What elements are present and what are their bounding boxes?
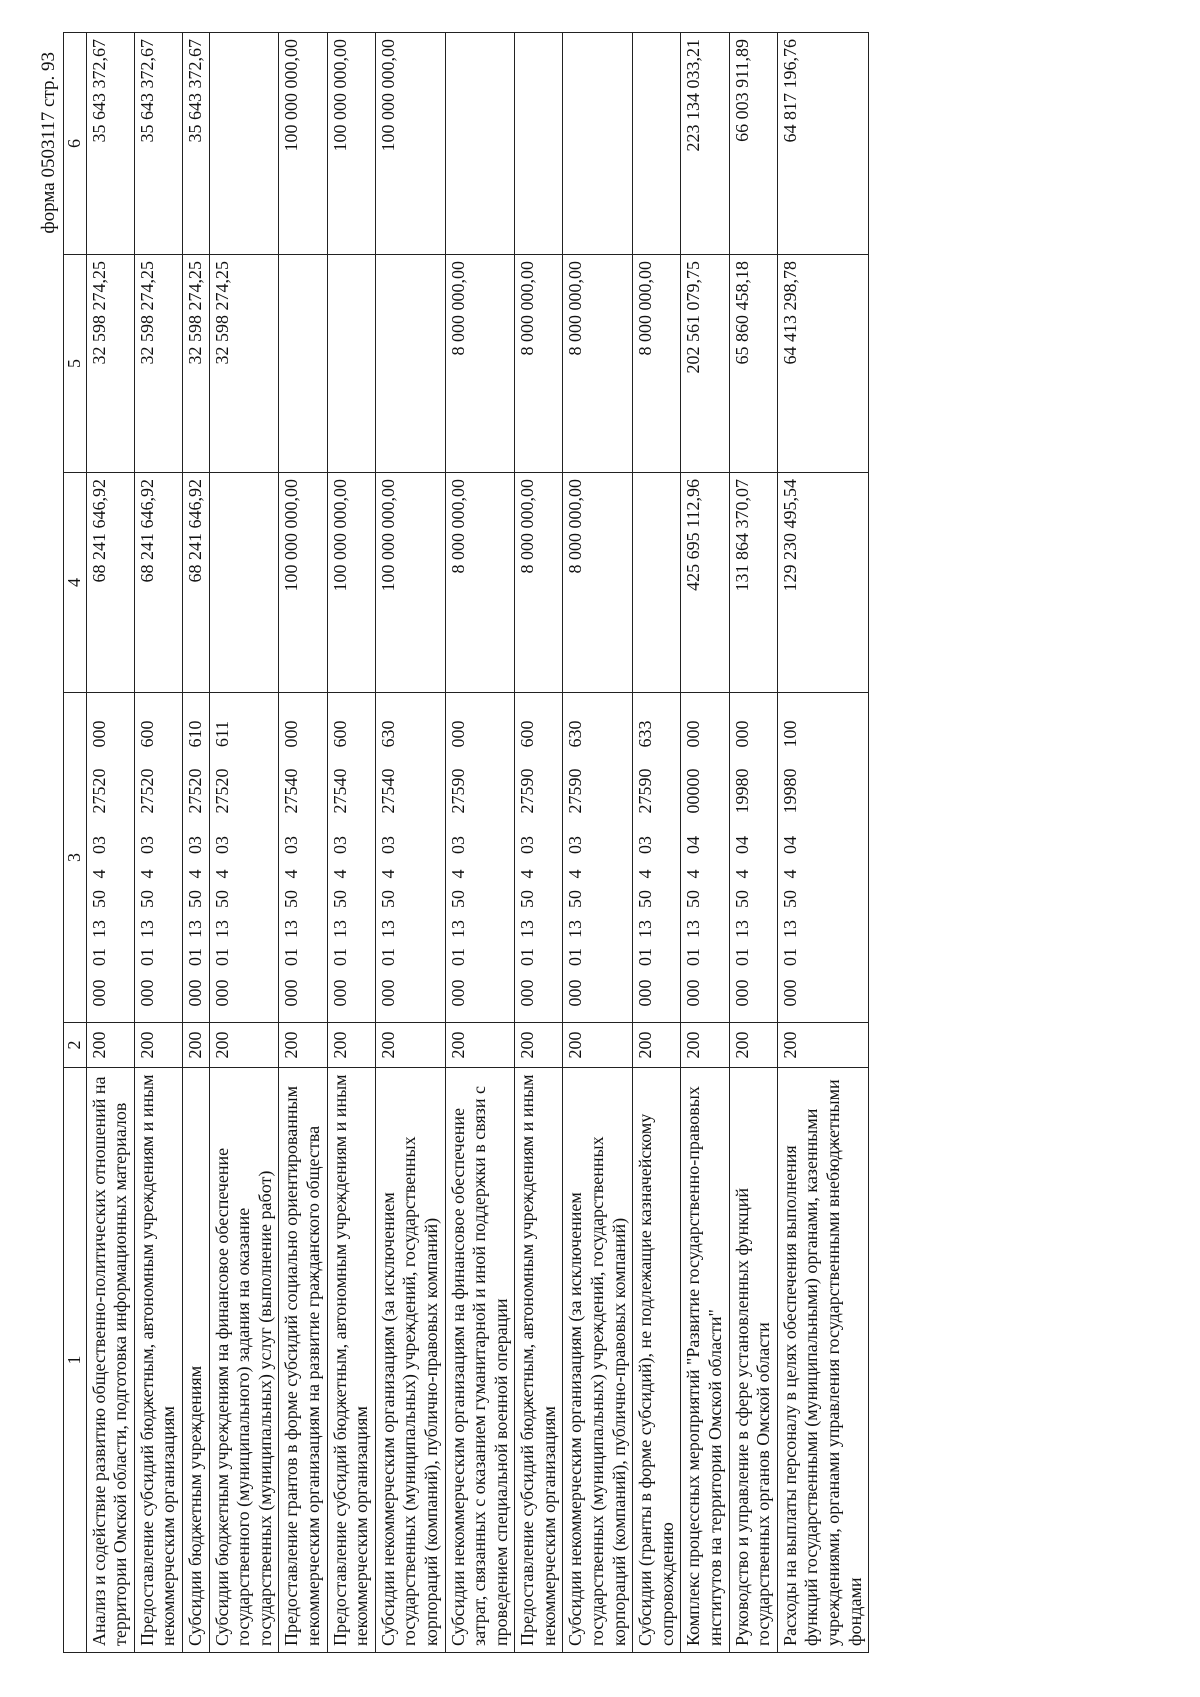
row-unexecuted-amount: 100 000 000,00	[375, 33, 445, 255]
row-line-code: 200	[134, 1023, 182, 1068]
code-segment: 13	[779, 920, 800, 938]
code-segment: 01	[683, 948, 704, 966]
code-segment: 000	[683, 979, 704, 1007]
row-unexecuted-amount: 100 000 000,00	[279, 33, 327, 255]
code-segment: 13	[329, 920, 350, 938]
code-segment: 04	[731, 836, 752, 854]
row-unexecuted-amount: 35 643 372,67	[182, 33, 209, 255]
row-budget-code	[681, 693, 729, 1023]
row-name: Анализ и содействие развитию общественно-политических отношений на территории Омской области, подготовка информационных материалов	[86, 1068, 134, 1653]
code-segment: 4	[281, 869, 302, 879]
row-budget-code	[515, 693, 563, 1023]
code-segment: 4	[211, 869, 232, 879]
code-segment: 000	[565, 979, 586, 1007]
code-segment: 27590	[517, 768, 538, 814]
row-line-code: 200	[729, 1023, 777, 1068]
table-row	[729, 33, 777, 1653]
code-segment: 50	[447, 890, 468, 908]
code-segment: 03	[184, 836, 205, 854]
row-name: Субсидии бюджетным учреждениям	[182, 1068, 209, 1653]
row-budget-code	[633, 693, 681, 1023]
row-budget-code	[279, 693, 327, 1023]
row-budget-code	[209, 693, 279, 1023]
expenditure-table	[63, 32, 869, 1653]
table-row	[86, 33, 134, 1653]
row-unexecuted-amount	[515, 33, 563, 255]
code-segment: 13	[377, 920, 398, 938]
row-executed-amount: 32 598 274,25	[86, 255, 134, 473]
row-executed-amount: 32 598 274,25	[134, 255, 182, 473]
code-segment: 13	[211, 920, 232, 938]
code-segment: 000	[136, 979, 157, 1007]
code-segment: 13	[517, 920, 538, 938]
code-segment: 03	[281, 836, 302, 854]
code-segment: 13	[635, 920, 656, 938]
row-executed-amount: 8 000 000,00	[445, 255, 515, 473]
code-segment: 01	[211, 948, 232, 966]
code-segment: 50	[731, 890, 752, 908]
row-executed-amount: 202 561 079,75	[681, 255, 729, 473]
row-name: Субсидии бюджетным учреждениям на финансовое обеспечение государственного (муниципального) задания на оказание государственных (муниципальных) услуг (выполнение работ)	[209, 1068, 279, 1653]
row-unexecuted-amount: 35 643 372,67	[86, 33, 134, 255]
row-approved-amount: 129 230 495,54	[777, 473, 868, 693]
code-segment: 4	[517, 869, 538, 879]
code-segment: 50	[136, 890, 157, 908]
code-segment: 03	[211, 836, 232, 854]
row-executed-amount	[375, 255, 445, 473]
code-segment: 000	[447, 979, 468, 1007]
code-segment: 04	[779, 836, 800, 854]
code-segment: 01	[517, 948, 538, 966]
row-unexecuted-amount: 64 817 196,76	[777, 33, 868, 255]
code-segment: 4	[779, 869, 800, 879]
table-row	[633, 33, 681, 1653]
code-segment: 000	[731, 979, 752, 1007]
row-approved-amount: 100 000 000,00	[279, 473, 327, 693]
row-executed-amount: 65 860 458,18	[729, 255, 777, 473]
table-row	[279, 33, 327, 1653]
row-budget-code	[563, 693, 633, 1023]
row-budget-code	[729, 693, 777, 1023]
row-line-code: 200	[777, 1023, 868, 1068]
code-segment: 01	[88, 948, 109, 966]
code-segment: 27520	[184, 768, 205, 814]
row-name: Предоставление субсидий бюджетным, автономным учреждениям и иным некоммерческим организациям	[134, 1068, 182, 1653]
row-budget-code	[445, 693, 515, 1023]
code-segment: 27540	[377, 768, 398, 814]
code-segment: 4	[377, 869, 398, 879]
code-segment: 03	[377, 836, 398, 854]
table-row	[515, 33, 563, 1653]
code-segment: 600	[136, 720, 157, 748]
code-segment: 000	[377, 979, 398, 1007]
row-approved-amount: 68 241 646,92	[134, 473, 182, 693]
row-unexecuted-amount: 35 643 372,67	[134, 33, 182, 255]
table-row	[134, 33, 182, 1653]
code-segment: 50	[683, 890, 704, 908]
column-header: 6	[64, 33, 87, 255]
code-segment: 100	[779, 720, 800, 748]
row-budget-code	[777, 693, 868, 1023]
row-approved-amount: 8 000 000,00	[515, 473, 563, 693]
table-row	[681, 33, 729, 1653]
code-segment: 27590	[565, 768, 586, 814]
code-segment: 50	[184, 890, 205, 908]
row-unexecuted-amount	[633, 33, 681, 255]
row-approved-amount	[209, 473, 279, 693]
code-segment: 000	[281, 720, 302, 748]
code-segment: 00000	[683, 768, 704, 814]
code-segment: 4	[731, 869, 752, 879]
code-segment: 50	[211, 890, 232, 908]
row-line-code: 200	[633, 1023, 681, 1068]
row-approved-amount: 131 864 370,07	[729, 473, 777, 693]
row-unexecuted-amount: 66 003 911,89	[729, 33, 777, 255]
table-row	[777, 33, 868, 1653]
row-executed-amount	[279, 255, 327, 473]
table-row	[182, 33, 209, 1653]
row-line-code: 200	[209, 1023, 279, 1068]
row-approved-amount	[633, 473, 681, 693]
code-segment: 01	[329, 948, 350, 966]
row-executed-amount: 32 598 274,25	[209, 255, 279, 473]
row-executed-amount: 8 000 000,00	[633, 255, 681, 473]
code-segment: 50	[565, 890, 586, 908]
code-segment: 4	[683, 869, 704, 879]
column-header: 1	[64, 1068, 87, 1653]
code-segment: 50	[517, 890, 538, 908]
column-header: 5	[64, 255, 87, 473]
row-unexecuted-amount: 100 000 000,00	[327, 33, 375, 255]
code-segment: 000	[779, 979, 800, 1007]
row-name: Комплекс процессных мероприятий "Развитие государственно-правовых институтов на территории Омской области"	[681, 1068, 729, 1653]
row-approved-amount: 8 000 000,00	[445, 473, 515, 693]
code-segment: 27520	[136, 768, 157, 814]
row-approved-amount: 68 241 646,92	[86, 473, 134, 693]
code-segment: 000	[517, 979, 538, 1007]
row-name: Предоставление субсидий бюджетным, автономным учреждениям и иным некоммерческим организациям	[327, 1068, 375, 1653]
code-segment: 600	[517, 720, 538, 748]
code-segment: 13	[281, 920, 302, 938]
row-line-code: 200	[563, 1023, 633, 1068]
code-segment: 000	[184, 979, 205, 1007]
row-line-code: 200	[86, 1023, 134, 1068]
code-segment: 4	[184, 869, 205, 879]
code-segment: 50	[377, 890, 398, 908]
row-name: Расходы на выплаты персоналу в целях обеспечения выполнения функций государственными (муниципальными) органами, казенными учреждениями, органами управления государственными внебюджетными фондами	[777, 1068, 868, 1653]
code-segment: 630	[377, 720, 398, 748]
code-segment: 50	[281, 890, 302, 908]
code-segment: 13	[88, 920, 109, 938]
code-segment: 600	[329, 720, 350, 748]
code-segment: 4	[136, 869, 157, 879]
row-budget-code	[86, 693, 134, 1023]
row-line-code: 200	[182, 1023, 209, 1068]
code-segment: 50	[779, 890, 800, 908]
code-segment: 4	[565, 869, 586, 879]
table-row	[445, 33, 515, 1653]
row-budget-code	[134, 693, 182, 1023]
code-segment: 611	[211, 720, 232, 748]
code-segment: 4	[447, 869, 468, 879]
column-number-row	[64, 33, 87, 1653]
code-segment: 13	[136, 920, 157, 938]
row-name: Субсидии (гранты в форме субсидий), не подлежащие казначейскому сопровождению	[633, 1068, 681, 1653]
row-line-code: 200	[681, 1023, 729, 1068]
row-approved-amount: 425 695 112,96	[681, 473, 729, 693]
code-segment: 03	[565, 836, 586, 854]
row-unexecuted-amount: 223 134 033,21	[681, 33, 729, 255]
row-budget-code	[375, 693, 445, 1023]
code-segment: 50	[635, 890, 656, 908]
row-unexecuted-amount	[445, 33, 515, 255]
code-segment: 01	[635, 948, 656, 966]
row-approved-amount: 100 000 000,00	[375, 473, 445, 693]
form-label: форма 0503117 стр. 93	[38, 52, 59, 234]
code-segment: 50	[88, 890, 109, 908]
code-segment: 03	[136, 836, 157, 854]
table-row	[375, 33, 445, 1653]
row-name: Субсидии некоммерческим организациям (за исключением государственных (муниципальных) учреждений, государственных корпораций (компаний), публично-правовых компаний)	[563, 1068, 633, 1653]
row-unexecuted-amount	[209, 33, 279, 255]
code-segment: 13	[731, 920, 752, 938]
code-segment: 27540	[281, 768, 302, 814]
row-budget-code	[327, 693, 375, 1023]
row-unexecuted-amount	[563, 33, 633, 255]
code-segment: 000	[211, 979, 232, 1007]
code-segment: 27590	[635, 768, 656, 814]
row-line-code: 200	[515, 1023, 563, 1068]
code-segment: 27540	[329, 768, 350, 814]
code-segment: 13	[565, 920, 586, 938]
code-segment: 01	[184, 948, 205, 966]
row-executed-amount: 8 000 000,00	[563, 255, 633, 473]
row-executed-amount	[327, 255, 375, 473]
code-segment: 03	[447, 836, 468, 854]
row-line-code: 200	[327, 1023, 375, 1068]
code-segment: 01	[447, 948, 468, 966]
code-segment: 000	[731, 720, 752, 748]
row-line-code: 200	[445, 1023, 515, 1068]
row-name: Руководство и управление в сфере установленных функций государственных органов Омской области	[729, 1068, 777, 1653]
row-executed-amount: 8 000 000,00	[515, 255, 563, 473]
code-segment: 01	[731, 948, 752, 966]
code-segment: 000	[329, 979, 350, 1007]
code-segment: 000	[683, 720, 704, 748]
table-row	[209, 33, 279, 1653]
row-executed-amount: 64 413 298,78	[777, 255, 868, 473]
code-segment: 27590	[447, 768, 468, 814]
code-segment: 19980	[779, 768, 800, 814]
row-name: Предоставление субсидий бюджетным, автономным учреждениям и иным некоммерческим организациям	[515, 1068, 563, 1653]
code-segment: 633	[635, 720, 656, 748]
code-segment: 50	[329, 890, 350, 908]
code-segment: 000	[88, 720, 109, 748]
table-row	[327, 33, 375, 1653]
row-name: Субсидии некоммерческим организациям (за исключением государственных (муниципальных) учреждений, государственных корпораций (компаний), публично-правовых компаний)	[375, 1068, 445, 1653]
row-name: Предоставление грантов в форме субсидий социально ориентированным некоммерческим организациям на развитие гражданского общества	[279, 1068, 327, 1653]
code-segment: 04	[683, 836, 704, 854]
code-segment: 03	[88, 836, 109, 854]
row-budget-code	[182, 693, 209, 1023]
row-approved-amount: 100 000 000,00	[327, 473, 375, 693]
code-segment: 000	[281, 979, 302, 1007]
row-name: Субсидии некоммерческим организациям на финансовое обеспечение затрат, связанных с оказанием гуманитарной и иной поддержки в связи с проведением специальной военной операции	[445, 1068, 515, 1653]
code-segment: 000	[447, 720, 468, 748]
code-segment: 630	[565, 720, 586, 748]
code-segment: 03	[517, 836, 538, 854]
code-segment: 03	[329, 836, 350, 854]
code-segment: 4	[635, 869, 656, 879]
code-segment: 4	[329, 869, 350, 879]
row-line-code: 200	[279, 1023, 327, 1068]
column-header: 4	[64, 473, 87, 693]
code-segment: 000	[88, 979, 109, 1007]
code-segment: 27520	[88, 768, 109, 814]
code-segment: 01	[377, 948, 398, 966]
code-segment: 000	[635, 979, 656, 1007]
code-segment: 01	[136, 948, 157, 966]
code-segment: 03	[635, 836, 656, 854]
column-header: 3	[64, 693, 87, 1023]
code-segment: 610	[184, 720, 205, 748]
code-segment: 27520	[211, 768, 232, 814]
code-segment: 01	[281, 948, 302, 966]
code-segment: 4	[88, 869, 109, 879]
code-segment: 19980	[731, 768, 752, 814]
row-approved-amount: 8 000 000,00	[563, 473, 633, 693]
row-line-code: 200	[375, 1023, 445, 1068]
code-segment: 13	[447, 920, 468, 938]
row-executed-amount: 32 598 274,25	[182, 255, 209, 473]
code-segment: 13	[683, 920, 704, 938]
row-approved-amount: 68 241 646,92	[182, 473, 209, 693]
code-segment: 01	[779, 948, 800, 966]
table-row	[563, 33, 633, 1653]
code-segment: 13	[184, 920, 205, 938]
column-header: 2	[64, 1023, 87, 1068]
code-segment: 01	[565, 948, 586, 966]
